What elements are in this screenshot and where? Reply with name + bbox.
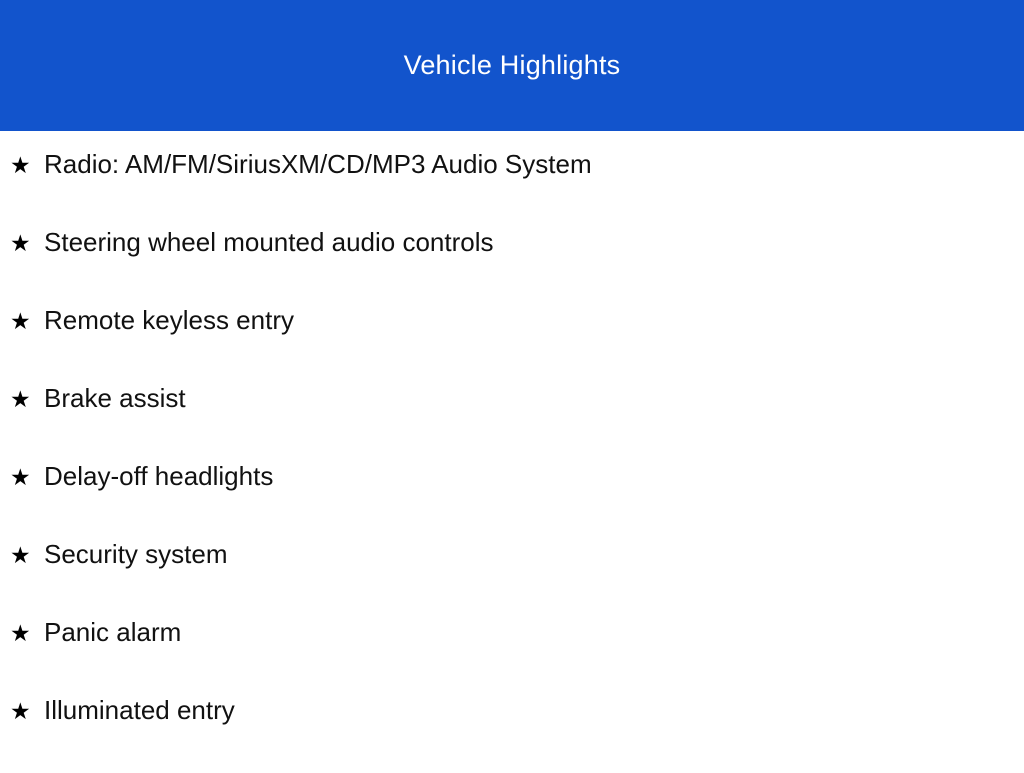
list-item [0,539,1024,617]
star-icon: ★ [10,698,31,724]
star-icon: ★ [10,152,31,178]
list-item [0,461,1024,539]
list-item [0,149,1024,227]
star-icon: ★ [10,230,31,256]
page-title: Vehicle Highlights [403,50,621,81]
list-item-label: Illuminated entry [44,695,235,725]
list-item-label: Security system [44,539,228,569]
list-item-label: Delay-off headlights [44,461,274,491]
list-item-label: Radio: AM/FM/SiriusXM/CD/MP3 Audio System [44,149,592,179]
list-item-label: Panic alarm [44,617,182,647]
list-item [0,227,1024,305]
list-item [0,383,1024,461]
vehicle-highlights-list [0,131,1024,773]
star-icon: ★ [10,464,31,490]
list-item-label: Brake assist [44,383,186,413]
list-item [0,617,1024,695]
list-item-label: Remote keyless entry [44,305,294,335]
star-icon: ★ [10,542,31,568]
list-item [0,695,1024,773]
page-header [0,0,1024,131]
list-item [0,305,1024,383]
star-icon: ★ [10,386,31,412]
star-icon: ★ [10,620,31,646]
star-icon: ★ [10,308,31,334]
list-item-label: Steering wheel mounted audio controls [44,227,494,257]
